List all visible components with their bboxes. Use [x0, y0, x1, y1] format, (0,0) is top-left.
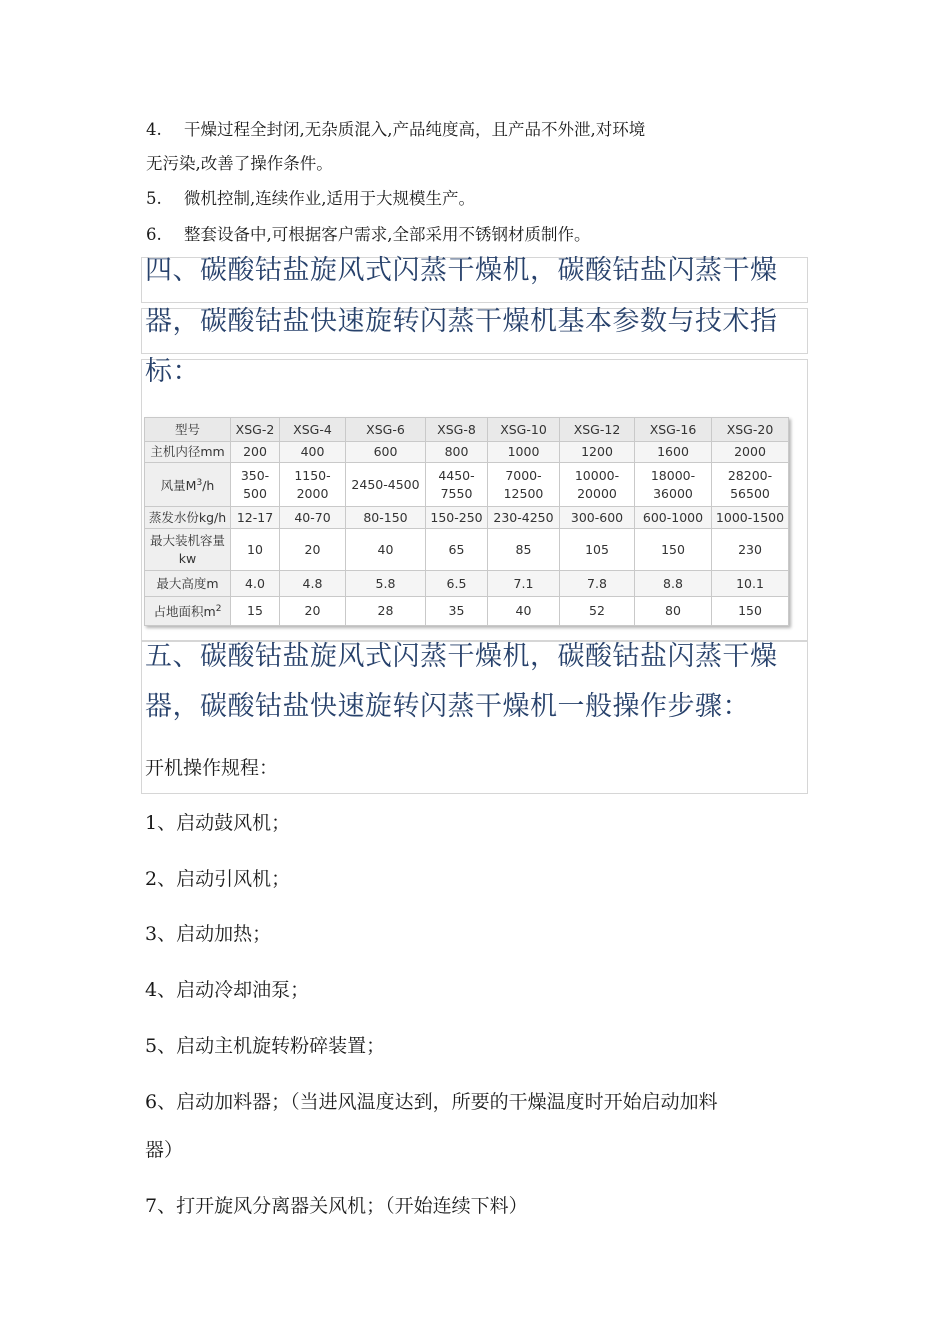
table-cell: 40: [346, 529, 426, 571]
table-cell: 10.1: [712, 571, 789, 597]
section4-heading-line-3: 标：: [145, 356, 200, 387]
table-cell: 4.8: [280, 571, 346, 597]
table-cell: 7.8: [560, 571, 635, 597]
step-item-continued: 器）: [145, 1139, 184, 1161]
section4-heading-line-1: 四、碳酸钴盐旋风式闪蒸干燥机，碳酸钴盐闪蒸干燥: [145, 255, 778, 286]
row-label-sup: 3: [196, 477, 203, 488]
table-cell: 18000-36000: [635, 463, 712, 507]
table-cell: 28: [346, 597, 426, 626]
table-row: [145, 529, 789, 571]
table-header-row: [145, 418, 789, 442]
table-cell: 20: [280, 597, 346, 626]
row-label-text: 占地面积m: [153, 604, 216, 620]
row-label: 蒸发水份kg/h: [145, 507, 231, 529]
table-header-cell: XSG-16: [635, 418, 712, 442]
table-cell: 105: [560, 529, 635, 571]
step-item: 6、启动加料器；（当进风温度达到，所要的干燥温度时开始启动加料: [145, 1091, 718, 1113]
table-header-cell: 型号: [145, 418, 231, 442]
table-cell: 40-70: [280, 507, 346, 529]
step-item: 7、打开旋风分离器关风机；（开始连续下料）: [145, 1195, 528, 1217]
table-row: [145, 597, 789, 626]
table-row: [145, 571, 789, 597]
table-cell: 1000-1500: [712, 507, 789, 529]
feature-item-4-continued: [146, 153, 333, 175]
table-cell: 200: [231, 442, 280, 463]
table-header-cell: XSG-10: [488, 418, 560, 442]
feature-text: 无污染,改善了操作条件。: [146, 154, 333, 173]
table-cell: 1150-2000: [280, 463, 346, 507]
row-label-text: 风量M: [160, 478, 197, 494]
table-cell: 350-500: [231, 463, 280, 507]
row-label: [145, 597, 231, 626]
row-label-tail: /h: [202, 478, 215, 494]
feature-text: 整套设备中,可根据客户需求,全部采用不锈钢材质制作。: [184, 225, 591, 244]
table-cell: 2000: [712, 442, 789, 463]
table-cell: 230-4250: [488, 507, 560, 529]
table-cell: 2450-4500: [346, 463, 426, 507]
table-cell: 6.5: [426, 571, 488, 597]
feature-item-4: [146, 119, 645, 141]
table-cell: 10: [231, 529, 280, 571]
table-cell: 600-1000: [635, 507, 712, 529]
section5-heading-line-2: 器，碳酸钴盐快速旋转闪蒸干燥机一般操作步骤：: [145, 691, 750, 722]
table-row: [145, 463, 789, 507]
section5-subheading: 开机操作规程：: [145, 757, 279, 779]
table-cell: 7000-12500: [488, 463, 560, 507]
table-cell: 150: [635, 529, 712, 571]
step-item: 5、启动主机旋转粉碎装置；: [145, 1035, 386, 1057]
table-row: [145, 442, 789, 463]
table-header-cell: XSG-2: [231, 418, 280, 442]
table-cell: 400: [280, 442, 346, 463]
parameter-table: [144, 417, 789, 626]
table-cell: 52: [560, 597, 635, 626]
table-cell: 40: [488, 597, 560, 626]
step-item: 4、启动冷却油泵；: [145, 979, 310, 1001]
feature-number: 5.: [146, 189, 162, 208]
table-cell: 4.0: [231, 571, 280, 597]
table-cell: 1200: [560, 442, 635, 463]
table-header-cell: XSG-20: [712, 418, 789, 442]
row-label: [145, 463, 231, 507]
table-cell: 600: [346, 442, 426, 463]
table-cell: 10000-20000: [560, 463, 635, 507]
table-cell: 15: [231, 597, 280, 626]
table-cell: 80: [635, 597, 712, 626]
table-cell: 300-600: [560, 507, 635, 529]
step-item: 2、启动引风机；: [145, 868, 291, 890]
table-header-cell: XSG-8: [426, 418, 488, 442]
table-cell: 150-250: [426, 507, 488, 529]
table-cell: 5.8: [346, 571, 426, 597]
feature-text: 微机控制,连续作业,适用于大规模生产。: [184, 189, 475, 208]
step-item: 1、启动鼓风机；: [145, 812, 291, 834]
table-cell: 20: [280, 529, 346, 571]
table-cell: 230: [712, 529, 789, 571]
row-label: 最大装机容量kw: [145, 529, 231, 571]
table-row: [145, 507, 789, 529]
feature-number: 4.: [146, 120, 162, 139]
table-cell: 80-150: [346, 507, 426, 529]
table-cell: 800: [426, 442, 488, 463]
step-item: 3、启动加热；: [145, 923, 272, 945]
section4-heading-line-2: 器，碳酸钴盐快速旋转闪蒸干燥机基本参数与技术指: [145, 306, 778, 337]
table-cell: 8.8: [635, 571, 712, 597]
table-cell: 7.1: [488, 571, 560, 597]
feature-text: 干燥过程全封闭,无杂质混入,产品纯度高，且产品不外泄,对环境: [184, 120, 646, 139]
table-header-cell: XSG-12: [560, 418, 635, 442]
row-label: 最大高度m: [145, 571, 231, 597]
row-label: 主机内径mm: [145, 442, 231, 463]
table-cell: 35: [426, 597, 488, 626]
table-cell: 28200-56500: [712, 463, 789, 507]
feature-item-6: [146, 224, 591, 246]
section5-heading-line-1: 五、碳酸钴盐旋风式闪蒸干燥机，碳酸钴盐闪蒸干燥: [145, 641, 778, 672]
table-header-cell: XSG-6: [346, 418, 426, 442]
table-cell: 12-17: [231, 507, 280, 529]
feature-number: 6.: [146, 225, 162, 244]
table-cell: 85: [488, 529, 560, 571]
table-cell: 1000: [488, 442, 560, 463]
table-cell: 1600: [635, 442, 712, 463]
feature-item-5: [146, 188, 475, 210]
table-cell: 4450-7550: [426, 463, 488, 507]
table-cell: 150: [712, 597, 789, 626]
table-header-cell: XSG-4: [280, 418, 346, 442]
table-cell: 65: [426, 529, 488, 571]
row-label-sup: 2: [215, 604, 222, 615]
